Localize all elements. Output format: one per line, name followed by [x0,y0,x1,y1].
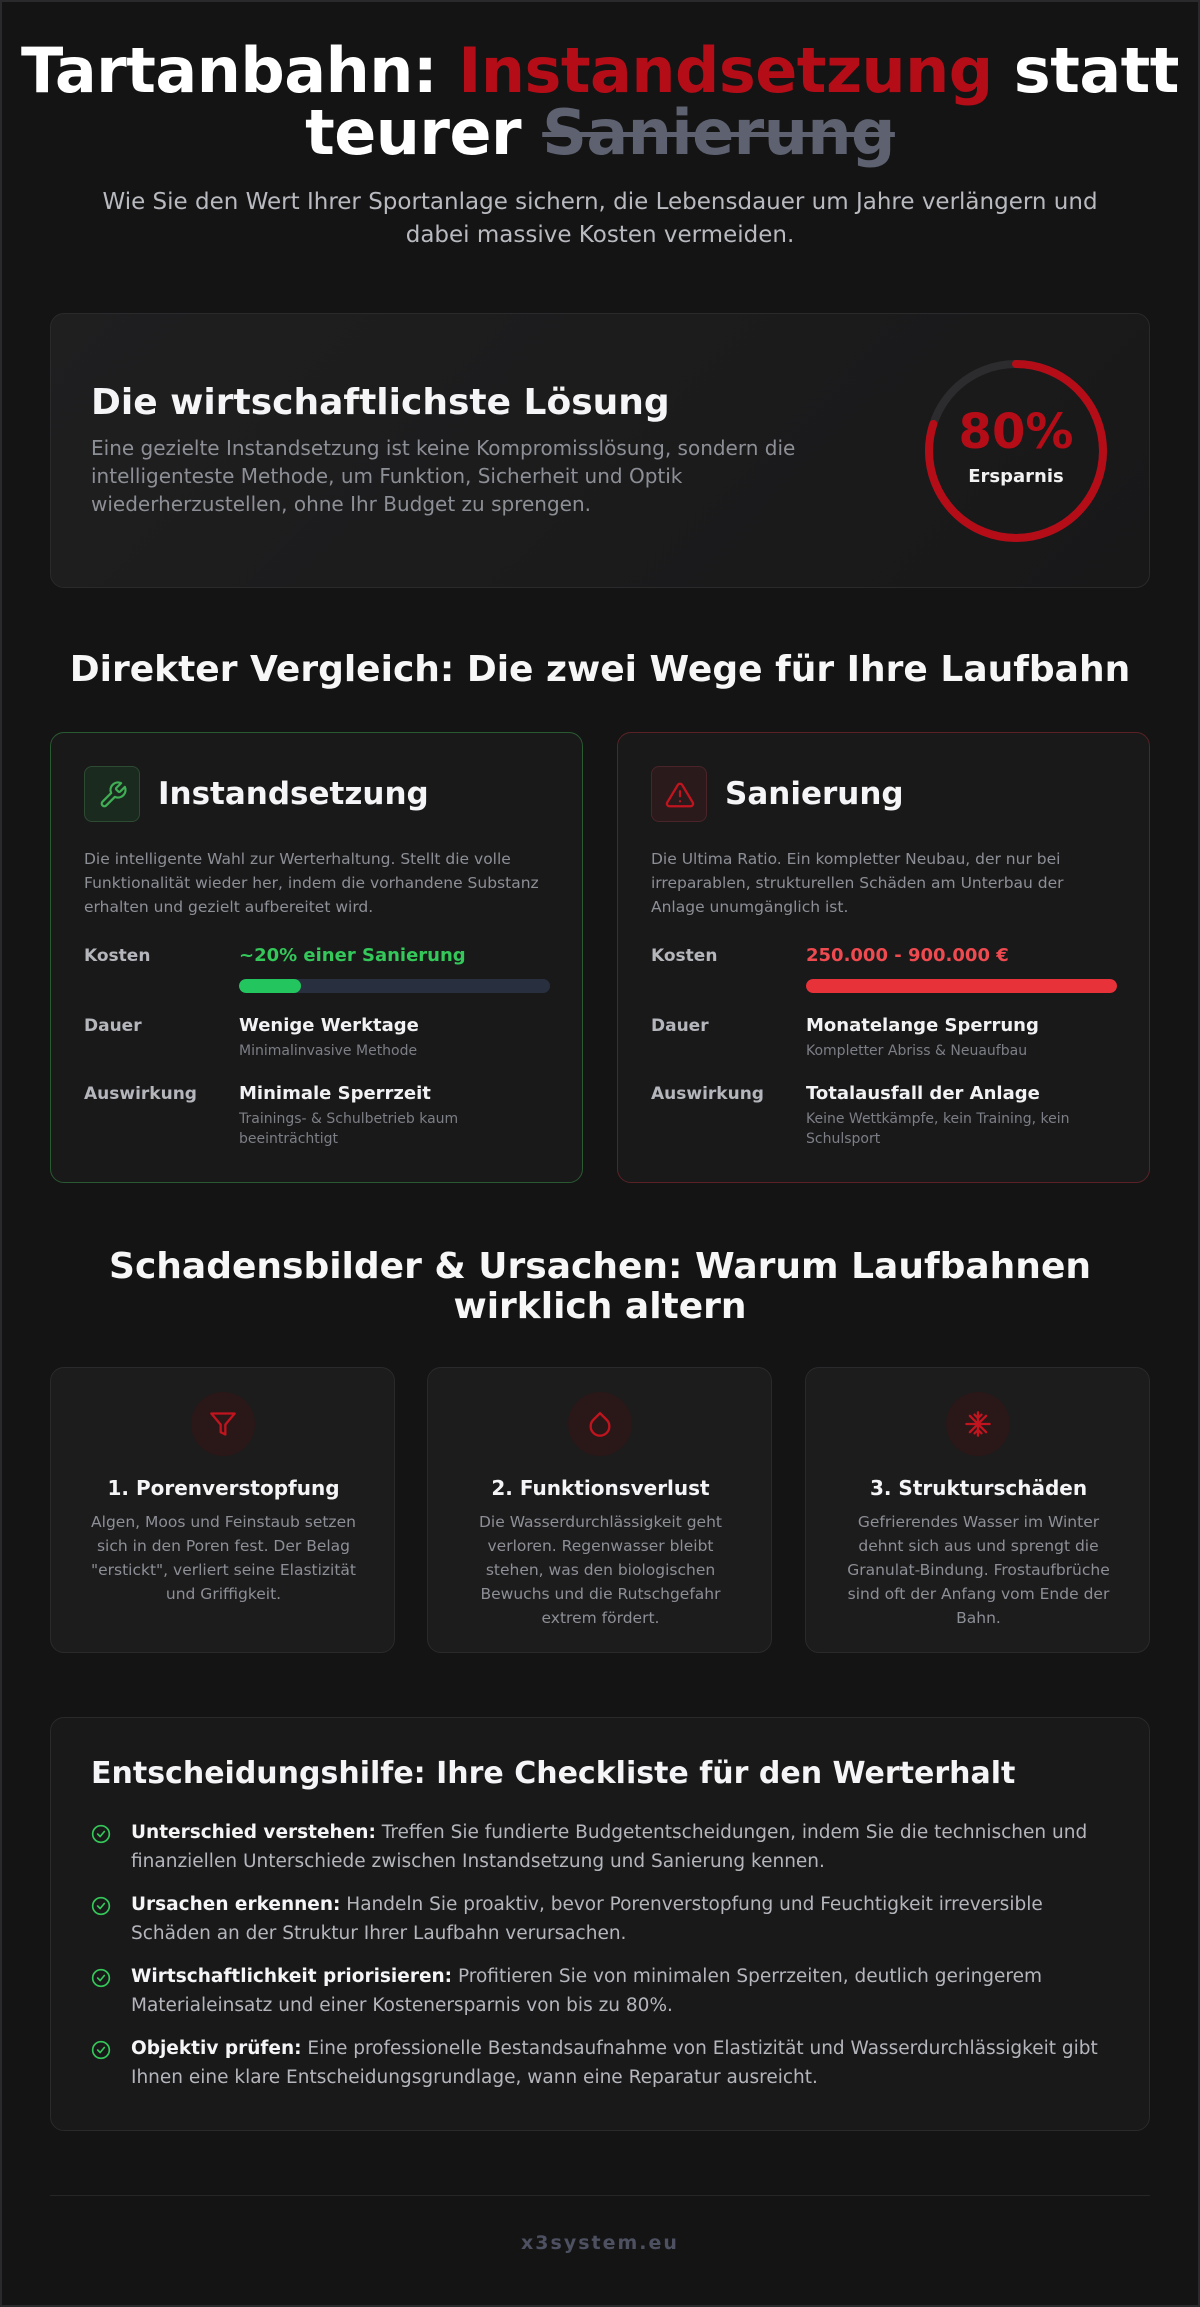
savings-card [50,313,1150,588]
cause-title: 3. Strukturschäden [869,1476,1088,1500]
checklist-item-text: Profitieren Sie von minimalen Sperrzeiten, deutlich geringerem Materialeinsatz und einer Kostenersparnis von bis zu 80%. [131,1966,1043,2016]
title-strikethrough: Sanierung [542,96,895,169]
droplet-icon [568,1392,632,1456]
cost-bar-fill [806,979,1117,993]
causes-title-line: Schadensbilder & Ursachen: Warum Laufbahnen [109,1246,1091,1287]
cost-label: Kosten [84,946,151,966]
title-part: statt [992,34,1179,107]
cost-value: 250.000 - 900.000 € [806,945,1009,966]
check-circle-icon [91,2040,111,2060]
duration-label: Dauer [84,1016,142,1036]
impact-value: Minimale Sperrzeit [239,1083,431,1104]
causes-title [0,1247,1200,1327]
compare-card-description: Die intelligente Wahl zur Werterhaltung. Stellt die volle Funktionalität wieder her, indem die vorhandene Substanz erhalten und gezielt aufbereitet wird. [84,850,539,916]
duration-value: Wenige Werktage [239,1015,419,1036]
compare-title: Direkter Vergleich: Die zwei Wege für Ihre Laufbahn [69,649,1131,690]
snowflake-icon [946,1392,1010,1456]
check-circle-icon [91,1896,111,1916]
checklist-item-heading: Wirtschaftlichkeit priorisieren: [131,1966,453,1987]
page-subtitle: Wie Sie den Wert Ihrer Sportanlage sichern, die Lebensdauer um Jahre verlängern und dabei massive Kosten vermeiden. [102,189,1098,248]
compare-card-instandsetzung [50,732,583,1183]
checklist-item-text: Handeln Sie proaktiv, bevor Porenverstopfung und Feuchtigkeit irreversible Schäden an der Struktur Ihrer Laufbahn verursachen. [131,1894,1043,1944]
warning-icon [651,766,707,822]
check-circle-icon [91,1968,111,1988]
cause-title: 2. Funktionsverlust [491,1476,710,1500]
cause-card-strukturschaeden [805,1367,1150,1653]
impact-value: Totalausfall der Anlage [806,1083,1040,1104]
hero [0,34,1200,252]
impact-note: Keine Wettkämpfe, kein Training, kein Schulsport [806,1111,1070,1147]
duration-value: Monatelange Sperrung [806,1015,1039,1036]
checklist-item-heading: Objektiv prüfen: [131,2038,302,2059]
checklist-item-text: Eine professionelle Bestandsaufnahme von Elastizität und Wasserdurchlässigkeit gibt Ihnen eine klare Entscheidungsgrundlage, wann eine Reparatur ausreicht. [131,2038,1098,2088]
footer-brand-link[interactable]: x3system.eu [521,2232,679,2254]
cost-bar [239,979,550,993]
duration-label: Dauer [651,1016,709,1036]
title-part: teurer [305,96,543,169]
cause-text: Gefrierendes Wasser im Winter dehnt sich aus und sprengt die Granulat-Bindung. Frostaufbrüche sind oft der Anfang vom Ende der Bahn. [847,1513,1110,1627]
savings-percent: 80% [958,404,1074,460]
impact-note: Trainings- & Schulbetrieb kaum beeinträchtigt [239,1111,459,1147]
funnel-icon [191,1392,255,1456]
checklist-item-text: Treffen Sie fundierte Budgetentscheidungen, indem Sie die technischen und finanziellen Unterschiede zwischen Instandsetzung und Sanierung kennen. [131,1822,1088,1872]
duration-note: Minimalinvasive Methode [239,1043,418,1059]
impact-label: Auswirkung [84,1084,197,1104]
compare-card-description: Die Ultima Ratio. Ein kompletter Neubau, der nur bei irreparablen, strukturellen Schäden am Unterbau der Anlage unumgänglich ist. [651,850,1064,916]
cost-value: ~20% einer Sanierung [239,945,466,966]
cost-label: Kosten [651,946,718,966]
title-highlight: Instandsetzung [458,34,993,107]
compare-card-sanierung [617,732,1150,1183]
cause-text: Die Wasserdurchlässigkeit geht verloren. Regenwasser bleibt stehen, was den biologischen Bewuchs und die Rutschgefahr extrem fördert. [478,1513,722,1627]
cause-card-funktionsverlust [427,1367,772,1653]
savings-gauge [921,356,1111,546]
cause-card-porenverstopfung [50,1367,395,1653]
check-circle-icon [91,1824,111,1844]
wrench-icon [84,766,140,822]
checklist-item-heading: Ursachen erkennen: [131,1894,341,1915]
page-title [0,34,1200,169]
savings-label: Ersparnis [968,466,1064,487]
compare-card-title: Instandsetzung [158,776,429,812]
footer-divider [50,2195,1150,2196]
compare-card-title: Sanierung [725,776,904,812]
title-part: Tartanbahn: [21,34,459,107]
duration-note: Kompletter Abriss & Neuaufbau [806,1043,1028,1059]
checklist-item-heading: Unterschied verstehen: [131,1822,376,1843]
checklist-card [50,1717,1150,2131]
savings-text: Eine gezielte Instandsetzung ist keine Kompromisslösung, sondern die intelligenteste Methode, um Funktion, Sicherheit und Optik wiederherzustellen, ohne Ihr Budget zu sprengen. [91,436,796,516]
cause-title: 1. Porenverstopfung [107,1476,340,1500]
impact-label: Auswirkung [651,1084,764,1104]
cost-bar [806,979,1117,993]
checklist-title: Entscheidungshilfe: Ihre Checkliste für den Werterhalt [91,1756,1016,1791]
causes-title-line: wirklich altern [453,1286,747,1327]
savings-title: Die wirtschaftlichste Lösung [91,382,670,423]
cost-bar-fill [239,979,301,993]
cause-text: Algen, Moos und Feinstaub setzen sich in den Poren fest. Der Belag "erstickt", verliert seine Elastizität und Griffigkeit. [90,1513,357,1603]
